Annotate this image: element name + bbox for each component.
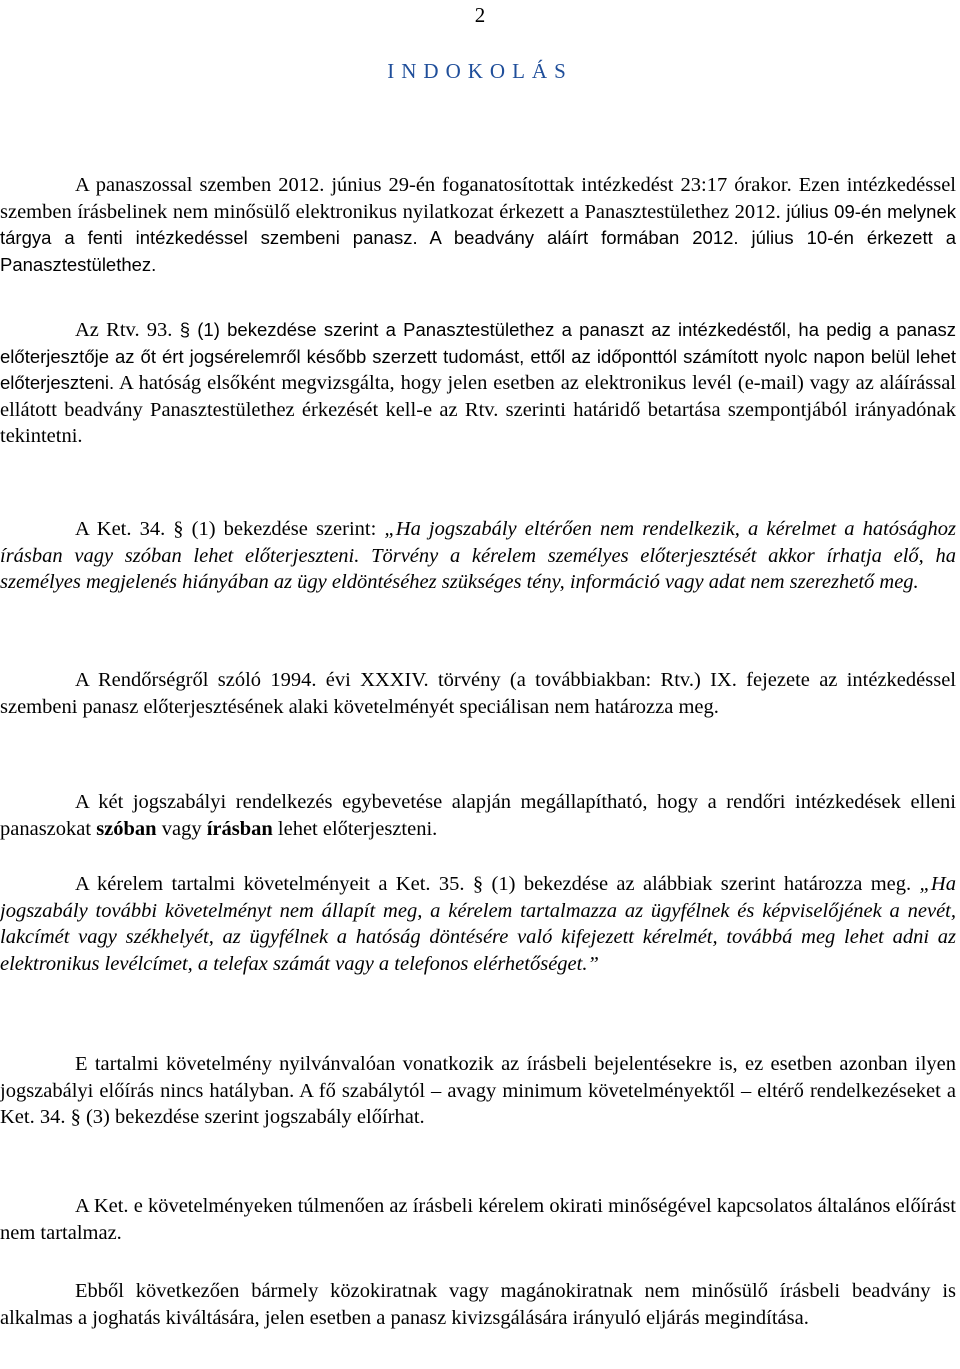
paragraph-text: A kérelem tartalmi követelményeit a Ket. 35. § (1) bekezdése az alábbiak szerint határozza meg. (75, 873, 920, 895)
paragraph-ket-35 (0, 871, 956, 977)
paragraph-text: A Rendőrségről szóló 1994. évi XXXIV. törvény (a továbbiakban: Rtv.) IX. fejezete az intézkedéssel szembeni panasz előterjesztésének alaki követelményét speciálisan nem határozza meg. (0, 669, 956, 718)
paragraph-deadline (0, 317, 956, 450)
paragraph-text: A Ket. 34. § (1) bekezdése szerint: (75, 518, 385, 540)
paragraph-text: lehet előterjeszteni. (272, 817, 438, 840)
paragraph-rtv (0, 667, 956, 720)
paragraph-text-sans: július 09-én melynek tárgya a fenti intézkedéssel szembeni panasz. A beadvány aláírt formában 2012. július 10-én érkezett a Panasztestülethez. (0, 200, 956, 275)
paragraph-text-sans: § (1) bekezdése szerint a Panasztestülethez a panaszt az intézkedéstől, ha pedig a panasz előterjesztője az őt ért jogsérelemről később szerzett tudomást, ettől az időponttól számított nyolc napon belül lehet előterjeszteni. (0, 319, 956, 394)
paragraph-text: A hatóság elsőként megvizsgálta, hogy jelen esetben az elektronikus levél (e-mail) vagy az aláírással ellátott beadvány Panasztestülethez érkezését kell-e az Rtv. szerinti határidő betartása szempontjából irányadónak tekintetni. (0, 372, 956, 448)
paragraph-text: A két jogszabályi rendelkezés egybevetése alapján megállapítható, hogy a rendőri intézkedések elleni panaszokat (0, 791, 956, 840)
paragraph-ket-34 (0, 516, 956, 596)
paragraph-content-requirement (0, 1051, 956, 1131)
paragraph-conclusion (0, 789, 956, 842)
bold-term-oral: szóban (96, 817, 157, 840)
paragraph-text: Ebből következően bármely közokiratnak vagy magánokiratnak nem minősülő írásbeli beadvány is alkalmas a joghatás kiváltására, jelen esetben a panasz kivizsgálására irányuló eljárás megindítása. (0, 1280, 956, 1329)
paragraph-document-quality (0, 1193, 956, 1246)
bold-term-written: írásban (206, 817, 273, 840)
paragraph-text: Az Rtv. 93. (75, 319, 180, 341)
paragraph-final (0, 1278, 956, 1331)
legal-quote: „Ha jogszabály eltérően nem rendelkezik, a kérelmet a hatósághoz írásban vagy szóban lehet előterjeszteni. Törvény a kérelem személyes előterjesztését akkor írhatja elő, ha személyes megjelenés hiányában az ügy eldöntéséhez szükséges tény, információ vagy adat nem szerezhető meg. (0, 518, 956, 594)
section-heading: INDOKOLÁS (387, 59, 573, 83)
paragraph-text: vagy (156, 817, 207, 840)
legal-quote: „Ha jogszabály további követelményt nem állapít meg, a kérelem tartalmazza az ügyfélnek és képviselőjének a nevét, lakcímét vagy székhelyét, az ügyfélnek a hatóság döntésére való kifejezett kérelmét, továbbá meg lehet adni az elektronikus levélcímet, a telefax számát vagy a telefonos elérhetőséget.” (0, 873, 956, 975)
paragraph-incident (0, 172, 956, 278)
page-number: 2 (474, 3, 486, 27)
paragraph-text: E tartalmi követelmény nyilvánvalóan vonatkozik az írásbeli bejelentésekre is, ez esetben azonban ilyen jogszabályi előírás nincs hatályban. A fő szabálytól – avagy minimum követelményektől – eltérő rendelkezéseket a Ket. 34. § (3) bekezdése szerint jogszabály előírhat. (0, 1053, 956, 1129)
paragraph-text: A panaszossal szemben 2012. június 29-én foganatosítottak intézkedést 23:17 órakor. Ezen intézkedéssel szemben írásbelinek nem minősülő elektronikus nyilatkozat érkezett a Panasztestülethez 2012. (0, 174, 956, 223)
paragraph-text: A Ket. e követelményeken túlmenően az írásbeli kérelem okirati minőségével kapcsolatos általános előírást nem tartalmaz. (0, 1195, 956, 1244)
